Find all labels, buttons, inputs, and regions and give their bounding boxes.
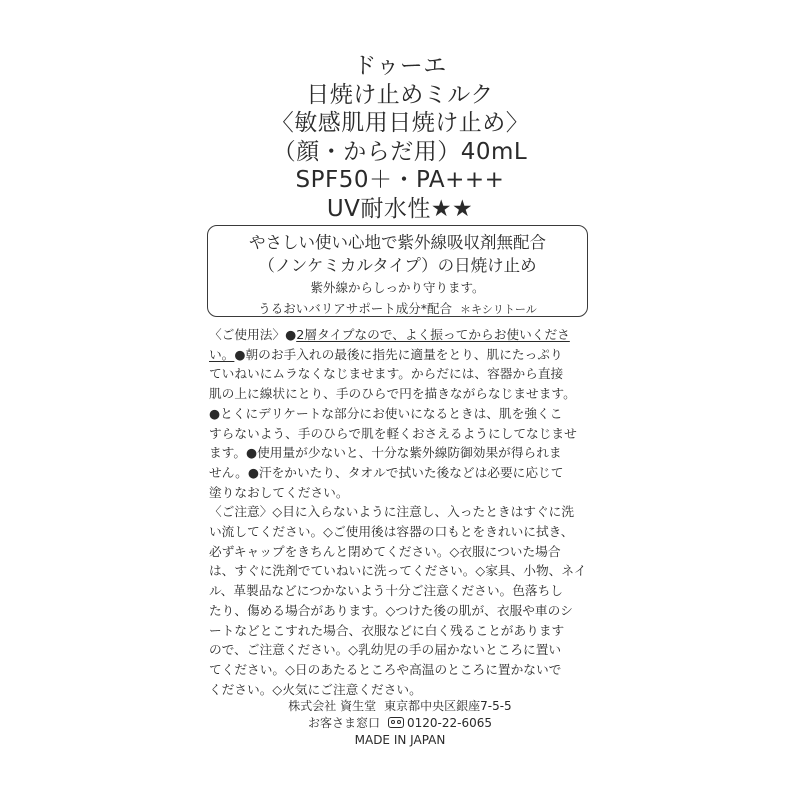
caution-line: ので、ご注意ください。◇乳幼児の手の届かないところに置い — [209, 642, 562, 658]
usage-line: ていねいにムラなくなじませます。からだには、容器から直接 — [209, 366, 564, 382]
caution-line: 〈ご注意〉◇目に入らないように注意し、入ったときはすぐに洗 — [209, 504, 575, 520]
usage-line: ●とくにデリケートな部分にお使いになるときは、肌を強くこ — [209, 405, 563, 421]
feature-subline-2-text: うるおいバリアサポート成分*配合 — [258, 301, 453, 316]
usage-line-part: 〈ご使用法〉● — [209, 327, 297, 342]
feature-headline-1: やさしい使い心地で紫外線吸収剤無配合 — [249, 233, 546, 252]
usage-line: せん。●汗をかいたり、タオルで拭いた後などは必要に応じて — [209, 464, 564, 480]
usage-line: すらないよう、手のひらで肌を軽くおさえるようにしてなじませ — [209, 425, 577, 441]
spf-pa-rating: SPF50＋・PA+++ — [295, 167, 505, 193]
feature-subline-1: 紫外線からしっかり守ります。 — [310, 280, 485, 295]
usage-line: 塗りなおしてください。 — [209, 484, 349, 500]
caution-line: 必ずキャップをきちんと閉めてください。◇衣服についた場合 — [209, 543, 561, 559]
feature-headline-2: （ノンケミカルタイプ）の日焼け止め — [258, 256, 537, 275]
feature-box — [207, 225, 588, 317]
usage-line-underlined: い。 — [209, 346, 235, 362]
product-name: 日焼け止めミルク — [306, 81, 494, 108]
country-of-origin: MADE IN JAPAN — [354, 733, 446, 747]
caution-line: ル、革製品などにつかないよう十分ご注意ください。色落ちし — [209, 583, 563, 599]
company-address: 東京都中央区銀座7-5-5 — [384, 699, 512, 713]
caution-line: てください。◇日のあたるところや高温のところに置かないで — [209, 661, 562, 677]
uv-water-resistance: UV耐水性★★ — [326, 195, 474, 222]
usage-line-underlined: 2層タイプなので、よく振ってからお使いくださ — [296, 327, 570, 342]
feature-footnote: ＊キシリトール — [460, 303, 537, 316]
usage-line: 肌の上に線状にとり、手のひらで円を描きながらなじませます。 — [209, 386, 576, 402]
product-category: 〈敏感肌用日焼け止め〉 — [270, 110, 530, 136]
company-address-line — [0, 698, 800, 715]
company-name: 株式会社 資生堂 — [288, 699, 377, 713]
feature-subline-2 — [208, 298, 587, 320]
product-header — [0, 52, 800, 223]
caution-line: ートなどとこすれた場合、衣服などに白く残ることがあります — [209, 622, 565, 638]
brand-name: ドゥーエ — [353, 53, 447, 79]
usage-instructions — [209, 325, 593, 699]
caution-line: は、すぐに洗剤でていねいに洗ってください。◇家具、小物、ネイ — [209, 563, 587, 579]
caution-line: い流してください。◇ご使用後は容器の口もとをきれいに拭き、 — [209, 524, 574, 540]
usage-line-part: ●朝のお手入れの最後に指先に適量をとり、肌にたっぷり — [234, 346, 563, 362]
caution-line: たり、傷める場合があります。◇つけた後の肌が、衣服や車のシ — [209, 602, 573, 618]
usage-line — [209, 345, 593, 365]
usage-volume: （顔・からだ用）40mL — [272, 138, 528, 165]
manufacturer-info — [0, 698, 800, 749]
caution-line: ください。◇火気にご注意ください。 — [209, 681, 422, 697]
free-dial-icon — [388, 717, 404, 728]
contact-line — [0, 715, 800, 732]
usage-line — [209, 325, 593, 345]
contact-label: お客さま窓口 — [307, 716, 380, 730]
usage-line: ます。●使用量が少ないと、十分な紫外線防御効果が得られま — [209, 445, 562, 461]
phone-number: 0120-22-6065 — [407, 716, 493, 730]
